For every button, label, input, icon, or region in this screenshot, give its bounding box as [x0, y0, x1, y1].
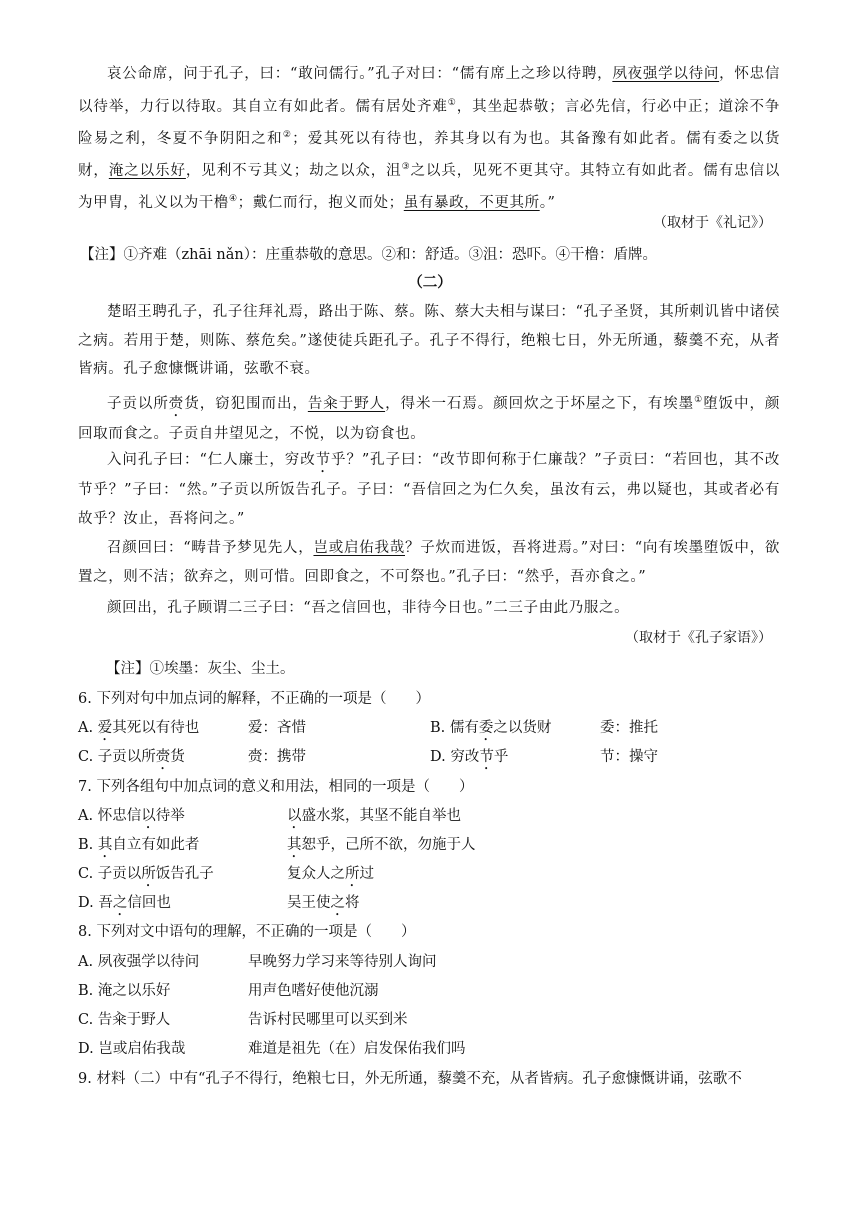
underlined-phrase-4: 告籴于野人	[307, 395, 386, 412]
underlined-phrase-1: 夙夜强学以待问	[612, 66, 720, 82]
q6-option-c-explanation: 赍：携带	[248, 749, 306, 765]
passage2-paragraph-2: 子贡以所赍货，窃犯围而出，告籴于野人，得米一石焉。颜回炊之于坏屋之下，有埃墨①堕饭中，颜回取而食之。子贡自井望见之，不悦，以为窃食也。	[78, 395, 781, 442]
q8-option-a-explanation: 早晚努力学习来等待别人询问	[248, 954, 437, 970]
q6-option-b[interactable]: B. 儒有委之以货财	[430, 720, 552, 736]
passage2-paragraph-3: 入问孔子曰：“仁人廉士，穷改节乎？”孔子曰：“改节即何称于仁廉哉？”子贡曰：“若回也，其不改节乎？”子曰：“然。”子贡以所饭告孔子。子曰：“吾信回之为仁久矣，虽汝有云，弗以疑也，其或者必有故乎？汝止，吾将问之。”	[78, 452, 781, 527]
q8-option-b-explanation: 用声色嗜好使他沉溺	[248, 983, 379, 999]
q6-option-a[interactable]: A. 爱其死以有待也	[78, 720, 200, 736]
q6-option-c[interactable]: C. 子贡以所赍货	[78, 749, 185, 765]
q7-option-c[interactable]: C. 子贡以所饭告孔子	[78, 866, 214, 882]
passage1-note: 【注】①齐难（zhāi nǎn）：庄重恭敬的意思。②和：舒适。③沮：恐吓。④干橹：盾牌。	[80, 247, 657, 263]
q6-option-d[interactable]: D. 穷改节乎	[430, 749, 509, 765]
q7-option-a[interactable]: A. 怀忠信以待举	[78, 808, 185, 824]
q8-stem: 8. 下列对文中语句的理解，不正确的一项是（ ）	[78, 924, 416, 940]
q7-option-b-pair: 其恕乎，己所不欲，勿施于人	[287, 837, 476, 853]
q7-option-c-pair: 复众人之所过	[287, 866, 374, 882]
q8-option-d-explanation: 难道是祖先（在）启发保佑我们吗	[248, 1041, 466, 1057]
q7-stem: 7. 下列各组句中加点词的意义和用法，相同的一项是（ ）	[78, 779, 474, 795]
underlined-phrase-3: 虽有暴政，不更其所	[403, 195, 540, 212]
underlined-phrase-5: 岂或启佑我哉	[313, 540, 405, 556]
passage2-paragraph-5: 颜回出，孔子顾谓二三子曰：“吾之信回也，非待今日也。”二三子由此乃服之。	[107, 600, 630, 616]
passage2-paragraph-1: 楚昭王聘孔子，孔子往拜礼焉，路出于陈、蔡。陈、蔡大夫相与谋曰：“孔子圣贤，其所刺讥皆中诸侯之病。若用于楚，则陈、蔡危矣。”遂使徒兵距孔子。孔子不得行，绝粮七日，外无所通，藜羹不充，从者皆病。孔子愈慷慨讲诵，弦歌不衰。	[78, 304, 780, 377]
q6-option-a-explanation: 爱：吝惜	[248, 720, 306, 736]
q7-option-b[interactable]: B. 其自立有如此者	[78, 837, 200, 853]
q7-option-a-pair: 以盛水浆，其坚不能自举也	[287, 808, 461, 824]
q9-stem: 9. 材料（二）中有“孔子不得行，绝粮七日，外无所通，藜羹不充，从者皆病。孔子愈慷慨讲诵，弦歌不	[78, 1071, 742, 1087]
passage2-paragraph-4: 召颜回曰：“畴昔予梦见先人，岂或启佑我哉？子炊而进饭，吾将进焉。”对曰：“向有埃墨堕饭中，欲置之，则不洁；欲弃之，则可惜。回即食之，不可祭也。”孔子曰：“然乎，吾亦食之。”	[78, 540, 781, 585]
passage2-note: 【注】①埃墨：灰尘、尘土。	[106, 661, 295, 677]
passage2-heading: （二）	[408, 274, 452, 291]
q6-option-b-explanation: 委：推托	[600, 720, 658, 736]
q8-option-a[interactable]: A. 夙夜强学以待问	[78, 954, 200, 970]
underlined-phrase-2: 淹之以乐好	[108, 162, 186, 179]
passage1-text: 哀公命席，问于孔子，曰：“敢问儒行。”孔子对曰：“儒有席上之珍以待聘，夙夜强学以待问，怀忠信以待举，力行以待取。其自立有如此者。儒有居处齐难①，其坐起恭敬；言必先信，行必中正；道涂不争险易之利，冬夏不争阴阳之和②；爱其死以有待也，养其身以有为也。其备豫有如此者。儒有委之以货财，淹之以乐好，见利不亏其义；劫之以众，沮③之以兵，见死不更其守。其特立有如此者。儒有忠信以为甲胄，礼义以为干橹④；戴仁而行，抱义而处；虽有暴政，不更其所。”	[78, 66, 781, 212]
q7-option-d-pair: 吴王使之将	[287, 895, 360, 911]
q6-stem: 6. 下列对句中加点词的解释，不正确的一项是（ ）	[78, 691, 430, 707]
q8-option-c-explanation: 告诉村民哪里可以买到米	[248, 1012, 408, 1028]
q7-option-d[interactable]: D. 吾之信回也	[78, 895, 171, 911]
q6-option-d-explanation: 节：操守	[600, 749, 658, 765]
q8-option-c[interactable]: C. 告籴于野人	[78, 1012, 171, 1028]
passage2-source: （取材于《孔子家语》）	[625, 630, 772, 646]
passage1-source: （取材于《礼记》）	[653, 215, 772, 231]
q8-option-d[interactable]: D. 岂或启佑我哉	[78, 1041, 186, 1057]
q8-option-b[interactable]: B. 淹之以乐好	[78, 983, 171, 999]
